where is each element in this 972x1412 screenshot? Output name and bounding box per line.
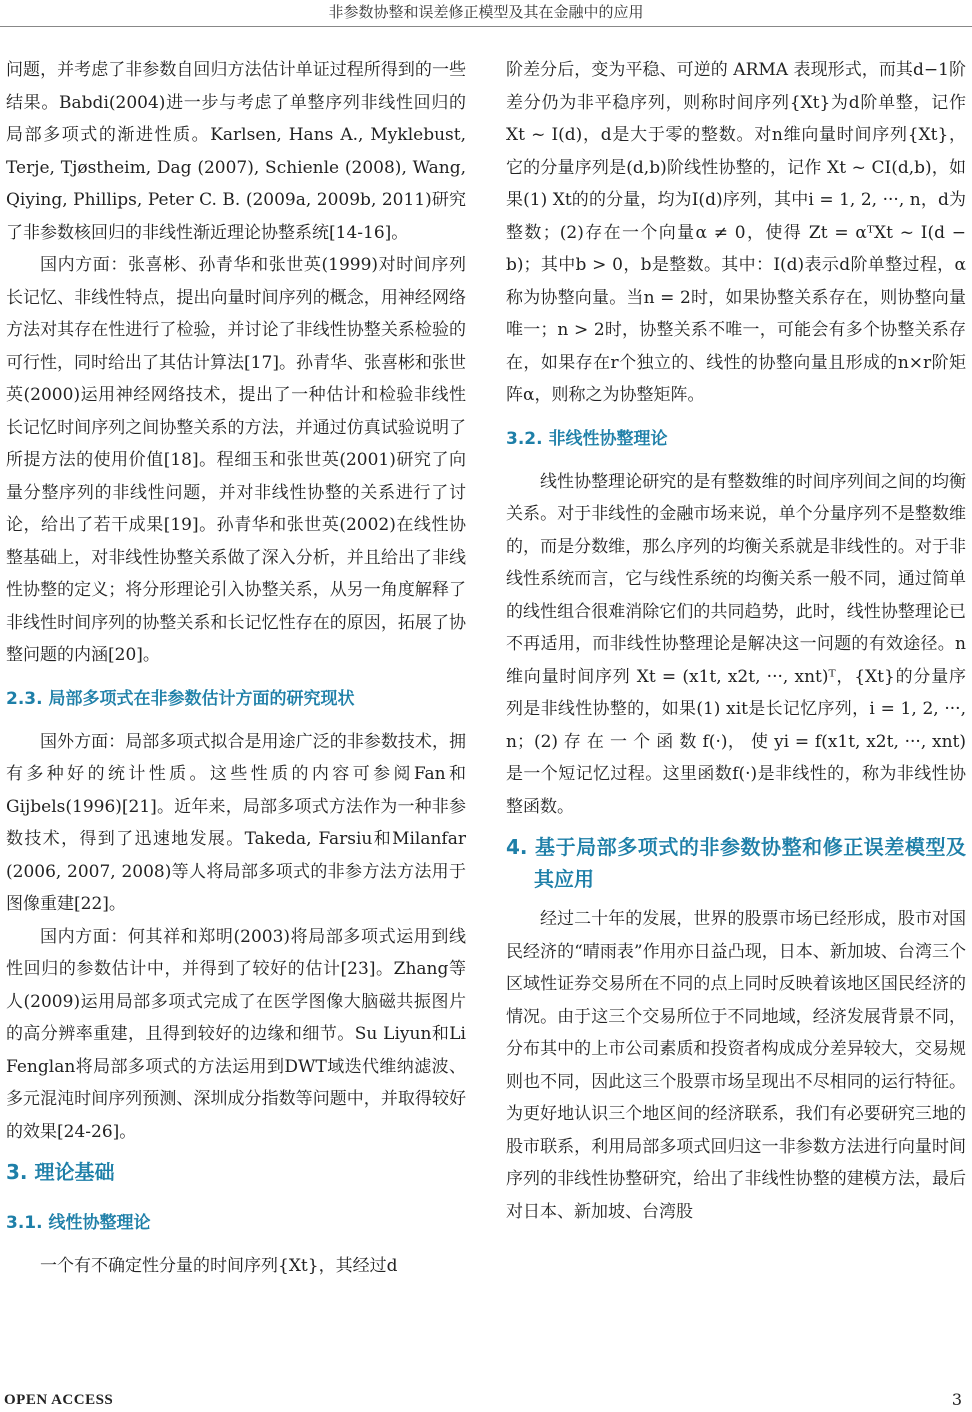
paragraph: 一个有不确定性分量的时间序列{Xt}，其经过d: [40, 1256, 398, 1276]
section-heading-3: 3. 理论基础: [6, 1160, 115, 1184]
left-column: [6, 54, 466, 1283]
right-column: [506, 54, 966, 1228]
paragraph: 问题，并考虑了非参数自回归方法估计单证过程所得到的一些结果。Babdi(2004)进一步与考虑了单整序列非线性回归的局部多项式的渐进性质。Karlsen, Hans A., Myklebust, Terje, Tjøstheim, Dag (2007), Schienle (2008), Wang, Qiying, Phillips, Peter C. B. (2009a, 2009b, 2011)研究了非参数核回归的非线性渐近理论协整系统[14-16]。: [6, 60, 466, 243]
paragraph: 经过二十年的发展，世界的股票市场已经形成，股市对国民经济的“晴雨表”作用亦日益凸现，日本、新加坡、台湾三个区域性证券交易所在不同的点上同时反映着该地区国民经济的情况。由于这三个交易所位于不同地域，经济发展背景不同，分布其中的上市公司素质和投资者构成成分差异较大，交易规则也不同，因此这三个股票市场呈现出不尽相同的运行特征。为更好地认识三个地区间的经济联系，我们有必要研究三地的股市联系，利用局部多项式回归这一非参数方法进行向量时间序列的非线性协整研究，给出了非线性协整的建模方法，最后对日本、新加坡、台湾股: [506, 909, 966, 1222]
running-header: 非参数协整和误差修正模型及其在金融中的应用: [0, 0, 972, 27]
section-heading-2-3: 2.3. 局部多项式在非参数估计方面的研究现状: [6, 688, 355, 709]
section-heading-3-1: 3.1. 线性协整理论: [6, 1213, 151, 1233]
page-number: 3: [951, 1390, 962, 1409]
paragraph: 国内方面：张喜彬、孙青华和张世英(1999)对时间序列长记忆、非线性特点，提出向量时间序列的概念，用神经网络方法对其存在性进行了检验，并讨论了非线性协整关系检验的可行性，同时给出了其估计算法[17]。孙青华、张喜彬和张世英(2000)运用神经网络技术，提出了一种估计和检验非线性长记忆时间序列之间协整关系的方法，并通过仿真试验说明了所提方法的使用价值[18]。程细玉和张世英(2001)研究了向量分整序列的非线性问题，并对非线性协整的关系进行了讨论，给出了若干成果[19]。孙青华和张世英(2002)在线性协整基础上，对非线性协整关系做了深入分析，并且给出了非线性协整的定义；将分形理论引入协整关系，从另一角度解释了非线性时间序列的协整关系和长记忆性存在的原因，拓展了协整问题的内涵[20]。: [6, 255, 466, 665]
paragraph: 国外方面：局部多项式拟合是用途广泛的非参数技术，拥有多种好的统计性质。这些性质的内容可参阅Fan和Gijbels(1996)[21]。近年来，局部多项式方法作为一种非参数技术，得到了迅速地发展。Takeda, Farsiu和Milanfar (2006, 2007, 2008)等人将局部多项式的非参方法方法用于图像重建[22]。: [6, 731, 466, 914]
paragraph: 国内方面：何其祥和郑明(2003)将局部多项式运用到线性回归的参数估计中，并得到了较好的估计[23]。Zhang等人(2009)运用局部多项式完成了在医学图像大脑磁共振图片的高分辨率重建，且得到较好的边缘和细节。Su Liyun和Li Fenglan将局部多项式的方法运用到DWT域迭代维纳滤波、多元混沌时间序列预测、深圳成分指数等问题中，并取得较好的效果[24-26]。: [6, 926, 466, 1142]
paragraph: 阶差分后，变为平稳、可逆的 ARMA 表现形式，而其d−1阶差分仍为非平稳序列，则称时间序列{Xt}为d阶单整，记作 Xt ~ I(d)，d是大于零的整数。对n维向量时间序列{Xt}，它的分量序列是(d,b)阶线性协整的，记作 Xt ~ CI(d,b)，如果(1) Xt的的分量，均为I(d)序列，其中i = 1, 2, ···, n，d为整数；(2)存在一个向量α ≠ 0，使得 Zt = αᵀXt ~ I(d − b)；其中b > 0，b是整数。其中：I(d)表示d阶单整过程，α称为协整向量。当n = 2时，如果协整关系存在，则协整向量唯一；n > 2时，协整关系不唯一，可能会有多个协整关系存在，如果存在r个独立的、线性的协整向量且形成的n×r阶矩阵α，则称之为协整矩阵。: [506, 60, 966, 405]
paragraph: 线性协整理论研究的是有整数维的时间序列间之间的均衡关系。对于非线性的金融市场来说，单个分量序列不是整数维的，而是分数维，那么序列的均衡关系就是非线性的。对于非线性系统而言，它与线性系统的均衡关系一般不同，通过简单的线性组合很难消除它们的共同趋势，此时，线性协整理论已不再适用，而非线性协整理论是解决这一问题的有效途径。n维向量时间序列 Xt = (x1t, x2t, ···, xnt)ᵀ，{Xt}的分量序列是非线性协整的，如果(1) xit是长记忆序列，i = 1, 2, ···, n；(2) 存 在 一 个 函 数 f(·)， 使 yi = f(x1t, x2t, ···, xnt)是一个短记忆过程。这里函数f(·)是非线性的，称为非线性协整函数。: [506, 471, 966, 817]
open-access-label: OPEN ACCESS: [4, 1392, 114, 1408]
section-heading-4: 4. 基于局部多项式的非参数协整和修正误差模型及其应用: [506, 835, 966, 891]
section-heading-3-2: 3.2. 非线性协整理论: [506, 428, 668, 449]
